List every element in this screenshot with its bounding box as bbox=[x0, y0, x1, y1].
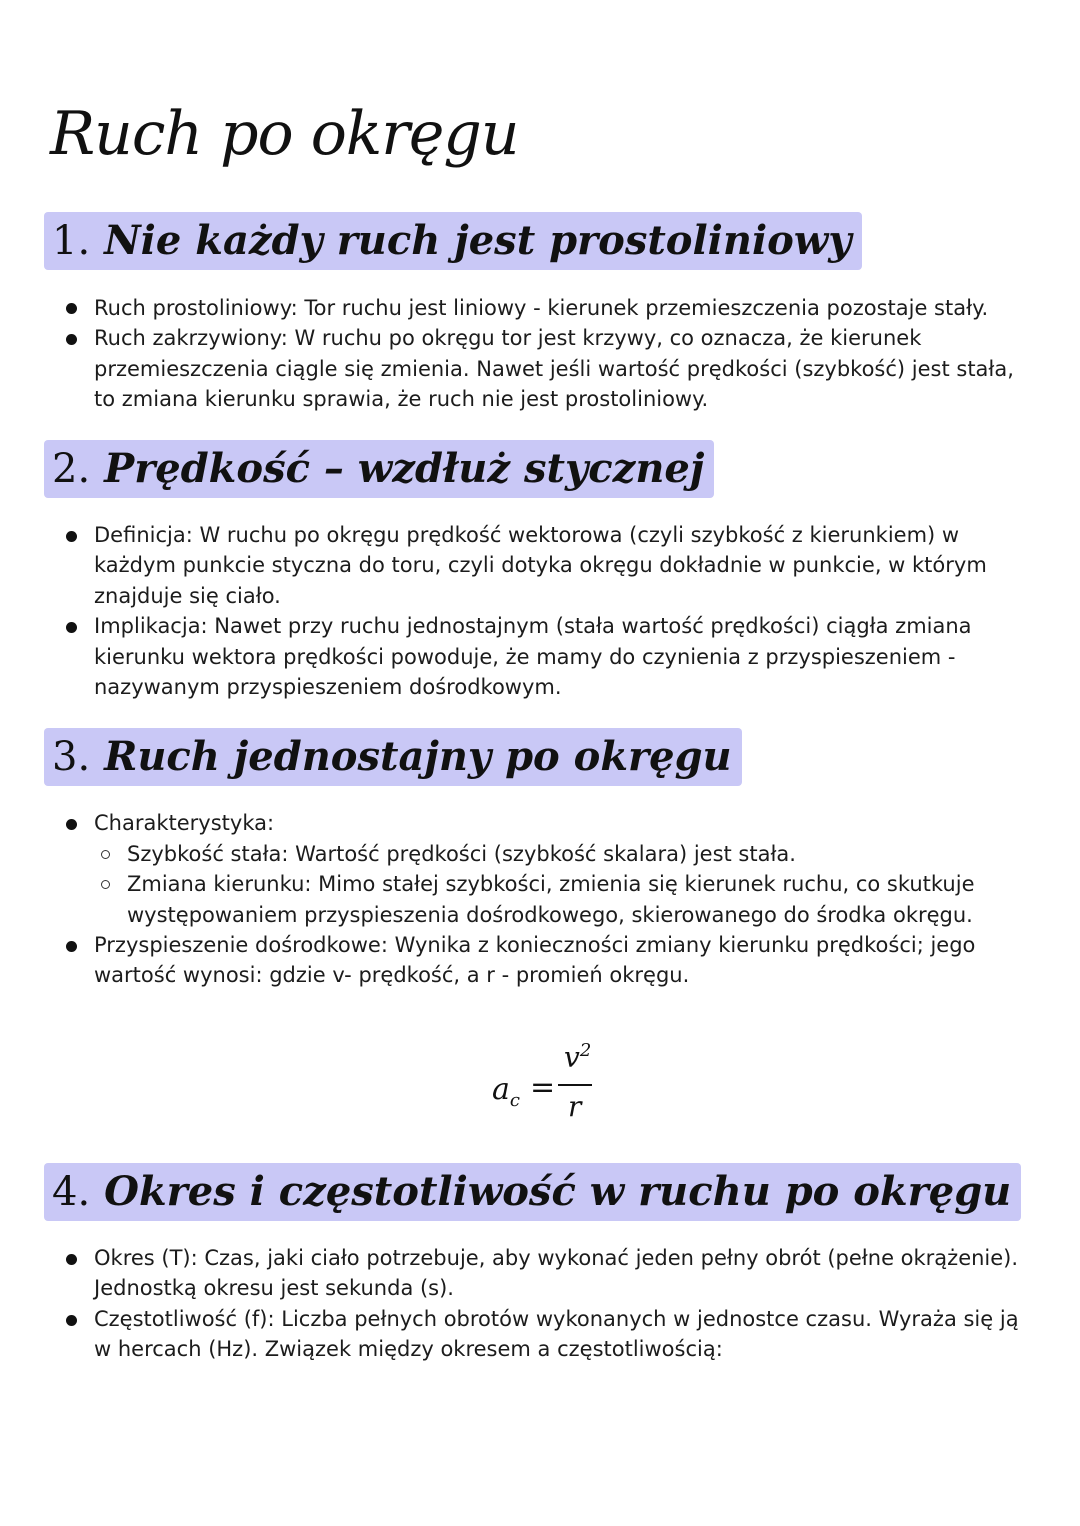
text-line: Jednostką okresu jest sekunda (s). bbox=[94, 1276, 454, 1300]
text-line: Zmiana kierunku: Mimo stałej szybkości, zmienia się kierunek ruchu, co skutkuje bbox=[127, 872, 975, 896]
fraction-bar bbox=[558, 1084, 592, 1086]
text-line: Charakterystyka: bbox=[94, 811, 275, 835]
section-number: 1. bbox=[52, 218, 91, 264]
section-title: Prędkość – wzdłuż stycznej bbox=[104, 445, 705, 492]
centripetal-acceleration-formula bbox=[492, 1040, 612, 1130]
section-1-heading bbox=[44, 212, 862, 270]
text-line: przemieszczenia ciągle się zmienia. Nawet jeśli wartość prędkości (szybkość) jest stała, bbox=[94, 357, 1014, 381]
formula-equals: = bbox=[530, 1070, 556, 1105]
formula-lhs: $a_c$ bbox=[492, 1072, 520, 1111]
bullet-icon bbox=[66, 334, 77, 345]
formula-numerator: $v^2$ bbox=[564, 1040, 592, 1074]
text-line: Implikacja: Nawet przy ruchu jednostajnym (stała wartość prędkości) ciągła zmiana bbox=[94, 614, 972, 638]
text-line: Okres (T): Czas, jaki ciało potrzebuje, aby wykonać jeden pełny obrót (pełne okrążenie). bbox=[94, 1246, 1019, 1270]
section-title: Ruch jednostajny po okręgu bbox=[104, 733, 732, 780]
bullet-icon bbox=[66, 303, 77, 314]
section-number: 4. bbox=[52, 1169, 91, 1215]
section-title: Okres i częstotliwość w ruchu po okręgu bbox=[104, 1168, 1012, 1215]
bullet-icon bbox=[66, 531, 77, 542]
text-line: każdym punkcie styczna do toru, czyli dotyka okręgu dokładnie w punkcie, w którym bbox=[94, 553, 987, 577]
text-line: to zmiana kierunku sprawia, że ruch nie jest prostoliniowy. bbox=[94, 387, 709, 411]
bullet-icon bbox=[66, 1254, 77, 1265]
text-line: Ruch prostoliniowy: Tor ruchu jest liniowy - kierunek przemieszczenia pozostaje stały. bbox=[94, 296, 989, 320]
sub-bullet-icon bbox=[101, 850, 110, 859]
text-line: znajduje się ciało. bbox=[94, 584, 281, 608]
section-number: 3. bbox=[52, 734, 91, 780]
text-line: Przyspieszenie dośrodkowe: Wynika z konieczności zmiany kierunku prędkości; jego bbox=[94, 933, 976, 957]
bullet-icon bbox=[66, 941, 77, 952]
page-title: Ruch po okręgu bbox=[50, 99, 519, 169]
section-3-heading bbox=[44, 728, 742, 786]
bullet-icon bbox=[66, 1315, 77, 1326]
sub-bullet-icon bbox=[101, 880, 110, 889]
text-line: Definicja: W ruchu po okręgu prędkość wektorowa (czyli szybkość z kierunkiem) w bbox=[94, 523, 960, 547]
text-line: Ruch zakrzywiony: W ruchu po okręgu tor jest krzywy, co oznacza, że kierunek bbox=[94, 326, 922, 350]
formula-denominator: r bbox=[568, 1090, 582, 1123]
text-line: wartość wynosi: gdzie v- prędkość, a r - promień okręgu. bbox=[94, 963, 690, 987]
bullet-icon bbox=[66, 819, 77, 830]
text-line: Szybkość stała: Wartość prędkości (szybkość skalara) jest stała. bbox=[127, 842, 796, 866]
text-line: kierunku wektora prędkości powoduje, że mamy do czynienia z przyspieszeniem - bbox=[94, 645, 956, 669]
text-line: w hercach (Hz). Związek między okresem a częstotliwością: bbox=[94, 1337, 723, 1361]
section-number: 2. bbox=[52, 446, 91, 492]
section-4-heading bbox=[44, 1163, 1021, 1221]
text-line: nazywanym przyspieszeniem dośrodkowym. bbox=[94, 675, 562, 699]
section-2-heading bbox=[44, 440, 714, 498]
section-title: Nie każdy ruch jest prostoliniowy bbox=[104, 217, 852, 264]
text-line: Częstotliwość (f): Liczba pełnych obrotów wykonanych w jednostce czasu. Wyraża się ją bbox=[94, 1307, 1019, 1331]
text-line: występowaniem przyspieszenia dośrodkowego, skierowanego do środka okręgu. bbox=[127, 903, 973, 927]
bullet-icon bbox=[66, 622, 77, 633]
